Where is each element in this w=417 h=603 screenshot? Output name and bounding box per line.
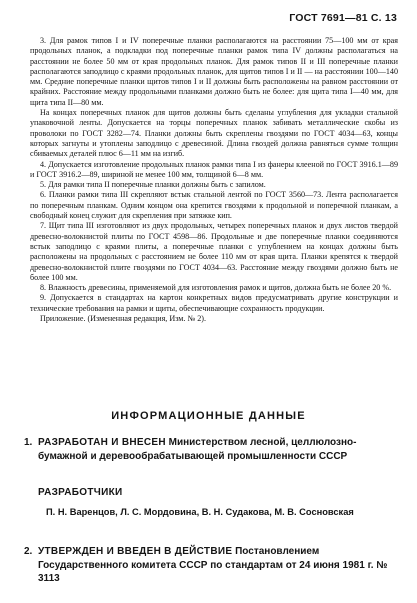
info-item-2-number: 2. (24, 546, 33, 557)
developers-section (38, 487, 400, 519)
appendix-note: Приложение. (Измененная редакция, Изм. № 2). (40, 314, 206, 324)
developers-label: РАЗРАБОТЧИКИ (38, 487, 123, 498)
paragraph-4: 4. Допускается изготовление продольных планок рамки типа I из фанеры клееной по ГОСТ 3916.1—89 и ГОСТ 3916.2—89, шириной не менее 100 мм, толщиной 6—8 мм. (30, 159, 398, 179)
paragraph-6: 6. Планки рамки типа III скрепляют встык стальной лентой по ГОСТ 3560—73. Лента располагается по поперечным планкам. Одним концом она крепится гвоздями к продольной и поперечной планкам, а свободный конец служит для скрепления при затяжке кип. (30, 190, 398, 221)
paragraph-3-continued: На концах поперечных планок для щитов должны быть сделаны углубления для укладки стальной упаковочной ленты. Допускается на торцы поперечных планок забивать металлические скобы из проволоки по ГОСТ 3282—74. Планки должны быть скреплены гвоздями по ГОСТ 4034—63, концы которых загнуты и утоплены заподлицо с древесиной. Длина гвоздей должна равняться сумме толщин сбиваемых деталей плюс 6—11 мм на изгиб. (30, 108, 398, 159)
page-header: ГОСТ 7691—81 С. 13 (289, 12, 397, 24)
paragraph-5: 5. Для рамки типа II поперечные планки должны быть с запилом. (40, 180, 266, 190)
info-item-2 (24, 545, 400, 586)
info-item-1-text: Министерством лесной, целлюлозно-бумажной и деревообрабатывающей промышленности СССР (38, 437, 357, 462)
info-item-1-body (38, 436, 400, 463)
developers-list: П. Н. Варенцов, Л. С. Мордовина, В. Н. Судакова, М. В. Сосновская (46, 507, 354, 517)
info-item-1-lead: РАЗРАБОТАН И ВНЕСЕН (38, 437, 166, 448)
info-section-title: ИНФОРМАЦИОННЫЕ ДАННЫЕ (111, 410, 306, 422)
paragraph-8: 8. Влажность древесины, применяемой для изготовления рамок и щитов, должна быть не более 20 %. (40, 283, 392, 293)
info-item-1 (24, 436, 400, 463)
paragraph-9: 9. Допускается в стандартах на картон конкретных видов предусматривать другие конструкции и технические требования на рамки и щиты, обеспечивающие сохранность продукции. (30, 293, 398, 313)
document-body (30, 36, 398, 324)
info-item-2-text: Постановлением Государственного комитета СССР по стандартам от 24 июня 1981 г. № 3113 (38, 546, 388, 584)
info-item-1-number: 1. (24, 437, 33, 448)
info-item-2-body (38, 545, 400, 586)
info-item-2-lead: УТВЕРЖДЕН И ВВЕДЕН В ДЕЙСТВИЕ (38, 546, 233, 557)
paragraph-7: 7. Щит типа III изготовляют из двух продольных, четырех поперечных планок и двух листов твердой древесно-волокнистой плиты по ГОСТ 4598—86. Продольные и две поперечные планки соединяются встык заподлицо с краями плиты, а поперечные планки с углублением на концах должны быть расположены на продольных с расстоянием не более 110 мм от края щита. Планки крепятся к твердой древесно-волокнистой плите гвоздями по ГОСТ 4034—63. Расстояние между гвоздями должно быть не более 100 мм. (30, 221, 398, 282)
paragraph-3: 3. Для рамок типов I и IV поперечные планки располагаются на расстоянии 75—100 мм от края продольных планок, а подкладки под поперечные планки рамок типа IV должны располагаться на расстоянии не более 50 мм от края продольных планок. Для рамок типов II и III поперечные планки располагаются заподлицо с краями продольных планок, для щитов типов I и II — на расстоянии 100—140 мм. Средние поперечные планки щитов типов I и II должны быть расположены на равном расстоянии от крайних. Расстояние между продольными планками должно быть не более: для щита типа I—40 мм, для щита типа II—80 мм. (30, 36, 398, 107)
